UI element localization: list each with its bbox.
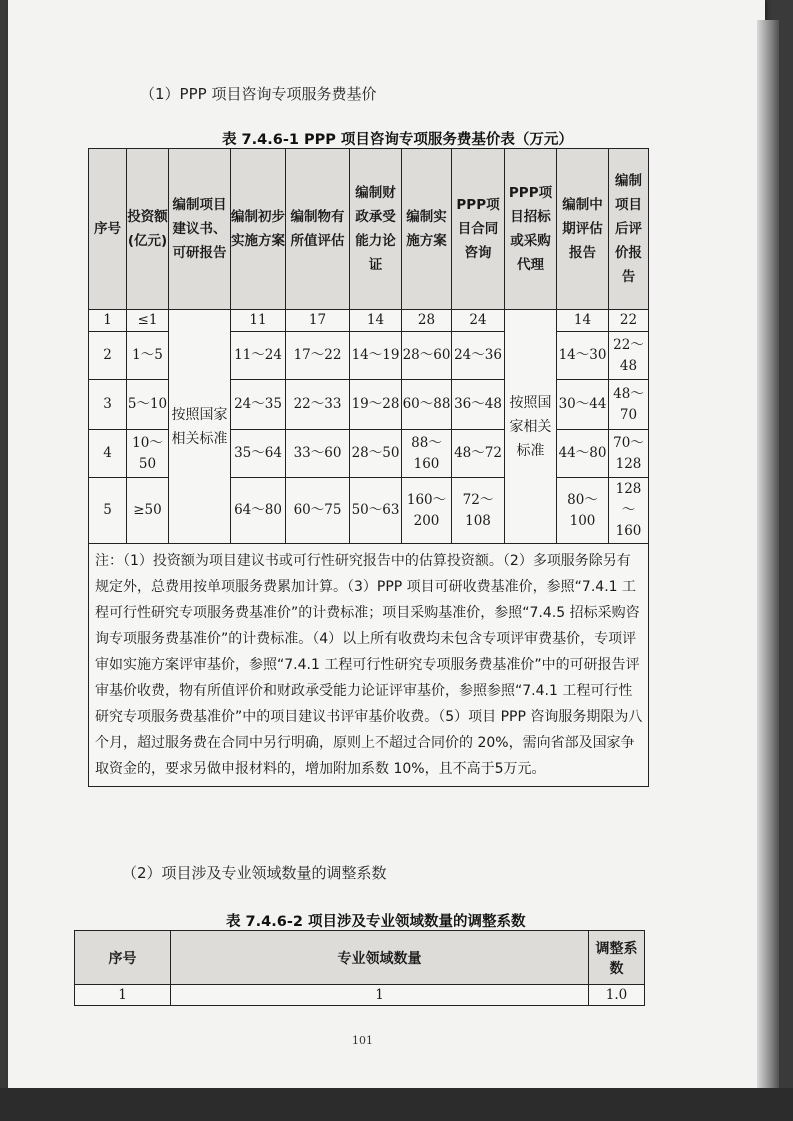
page-number: 101 — [352, 1034, 373, 1047]
cell-mid: 30～44 — [557, 380, 609, 430]
header-cell: 编制实施方案 — [402, 149, 452, 310]
cell-invest: ≤1 — [127, 310, 169, 332]
cell-invest: 10～50 — [127, 430, 169, 478]
section-heading-1: （1）PPP 项目咨询专项服务费基价 — [140, 85, 377, 103]
header-cell: PPP项目招标或采购代理 — [505, 149, 557, 310]
cell-fiscal: 14～19 — [350, 332, 402, 380]
header-cell: 调整系数 — [589, 931, 645, 985]
scan-background — [0, 1088, 793, 1121]
cell-fiscal: 14 — [350, 310, 402, 332]
cell-coef: 1.0 — [589, 985, 645, 1006]
cell-impl: 28～60 — [402, 332, 452, 380]
table1-caption: 表 7.4.6-1 PPP 项目咨询专项服务费基价表（万元） — [222, 132, 573, 148]
cell-contract: 36～48 — [452, 380, 505, 430]
adjustment-coefficient-table — [74, 930, 645, 1006]
cell-contract: 24 — [452, 310, 505, 332]
header-cell: 编制财政承受能力论证 — [350, 149, 402, 310]
cell-invest: ≥50 — [127, 478, 169, 544]
header-cell: 编制中期评估报告 — [557, 149, 609, 310]
cell-no: 1 — [75, 985, 171, 1006]
cell-no: 2 — [89, 332, 127, 380]
cell-initial: 11～24 — [231, 332, 286, 380]
cell-post: 22 — [609, 310, 649, 332]
cell-vfm: 22～33 — [286, 380, 350, 430]
cell-vfm: 17～22 — [286, 332, 350, 380]
cell-contract: 72～108 — [452, 478, 505, 544]
cell-vfm: 60～75 — [286, 478, 350, 544]
cell-initial: 11 — [231, 310, 286, 332]
cell-feasibility-merged: 按照国家相关标准 — [169, 310, 231, 544]
page-edge-shadow — [757, 20, 779, 1100]
cell-contract: 48～72 — [452, 430, 505, 478]
cell-fiscal: 28～50 — [350, 430, 402, 478]
cell-vfm: 33～60 — [286, 430, 350, 478]
cell-no: 3 — [89, 380, 127, 430]
header-cell: 编制物有所值评估 — [286, 149, 350, 310]
header-cell: 序号 — [89, 149, 127, 310]
table2-caption: 表 7.4.6-2 项目涉及专业领域数量的调整系数 — [226, 914, 526, 930]
cell-fiscal: 50～63 — [350, 478, 402, 544]
cell-no: 1 — [89, 310, 127, 332]
cell-post: 128～160 — [609, 478, 649, 544]
table-row — [89, 310, 649, 332]
cell-impl: 160～200 — [402, 478, 452, 544]
cell-mid: 80～100 — [557, 478, 609, 544]
cell-mid: 14～30 — [557, 332, 609, 380]
cell-post: 48～70 — [609, 380, 649, 430]
header-cell: 编制项目后评价报告 — [609, 149, 649, 310]
section-heading-2: （2）项目涉及专业领域数量的调整系数 — [122, 864, 387, 882]
cell-no: 4 — [89, 430, 127, 478]
header-cell: 编制初步实施方案 — [231, 149, 286, 310]
header-cell: 专业领域数量 — [171, 931, 589, 985]
cell-impl: 60～88 — [402, 380, 452, 430]
cell-contract: 24～36 — [452, 332, 505, 380]
header-cell: 编制项目建议书、可研报告 — [169, 149, 231, 310]
cell-initial: 64～80 — [231, 478, 286, 544]
cell-impl: 88～160 — [402, 430, 452, 478]
cell-post: 70～128 — [609, 430, 649, 478]
cell-mid: 14 — [557, 310, 609, 332]
cell-post: 22～48 — [609, 332, 649, 380]
cell-invest: 5～10 — [127, 380, 169, 430]
cell-no: 5 — [89, 478, 127, 544]
cell-count: 1 — [171, 985, 589, 1006]
cell-initial: 35～64 — [231, 430, 286, 478]
cell-fiscal: 19～28 — [350, 380, 402, 430]
fee-base-table — [88, 148, 649, 787]
cell-invest: 1～5 — [127, 332, 169, 380]
header-cell: PPP项目合同咨询 — [452, 149, 505, 310]
note-row — [89, 544, 649, 787]
header-cell: 序号 — [75, 931, 171, 985]
cell-impl: 28 — [402, 310, 452, 332]
cell-mid: 44～80 — [557, 430, 609, 478]
header-cell: 投资额(亿元) — [127, 149, 169, 310]
cell-procurement-merged: 按照国家相关标准 — [505, 310, 557, 544]
cell-vfm: 17 — [286, 310, 350, 332]
table-note: 注：（1）投资额为项目建议书或可行性研究报告中的估算投资额。（2）多项服务除另有规定外，总费用按单项服务费累加计算。（3）PPP 项目可研收费基准价，参照“7.4.1 工程可行性研究专项服务费基准价”的计费标准；项目采购基准价，参照“7.4.5 招标采购咨询专项服务费基准价”的计费标准。（4）以上所有收费均未包含专项评审费基价，专项评审如实施方案评审基价，参照“7.4.1 工程可行性研究专项服务费基准价”中的可研报告评审基价收费，物有所值评价和财政承受能力论证评审基价，参照参照“7.4.1 工程可行性研究专项服务费基准价”中的项目建议书评审基价收费。（5）项目 PPP 咨询服务期限为八个月，超过服务费在合同中另行明确，原则上不超过合同价的 20%，需向省部及国家争取资金的，要求另做申报材料的，增加附加系数 10%，且不高于5万元。 — [89, 544, 649, 787]
table-row — [75, 985, 645, 1006]
cell-initial: 24～35 — [231, 380, 286, 430]
